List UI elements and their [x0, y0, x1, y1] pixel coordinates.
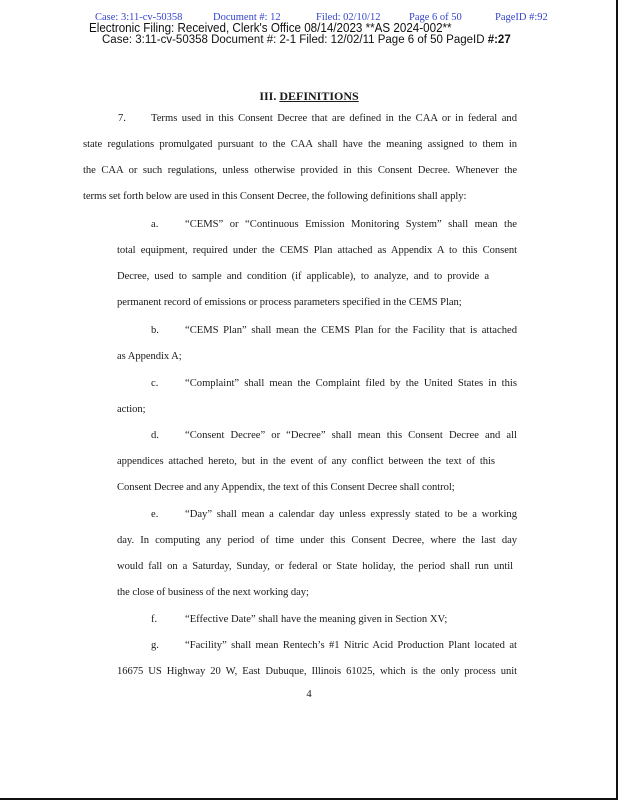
paragraph-line: terms set forth below are used in this Consent Decree, the following definitions shall apply:: [83, 191, 467, 202]
paragraph-number: 7.: [118, 113, 126, 124]
stamp-case: Case: 3:11-cv-50358: [95, 12, 183, 23]
definition-line: would fall on a Saturday, Sunday, or federal or State holiday, the period shall run until: [117, 561, 513, 572]
definition-first-line: “Consent Decree” or “Decree” shall mean this Consent Decree and all: [185, 430, 517, 441]
definition-first-line: “CEMS Plan” shall mean the CEMS Plan for the Facility that is attached: [185, 325, 517, 336]
definition-first-line: “Day” shall mean a calendar day unless expressly stated to be a working: [185, 509, 517, 520]
definition-line: as Appendix A;: [117, 351, 182, 362]
section-title: DEFINITIONS: [279, 89, 359, 103]
definition-first-line: “Complaint” shall mean the Complaint filed by the United States in this: [185, 378, 517, 389]
definition-first-line: “CEMS” or “Continuous Emission Monitoring System” shall mean the: [185, 219, 517, 230]
definition-line: 16675 US Highway 20 W, East Dubuque, Illinois 61025, which is the only process unit: [117, 666, 517, 677]
case-header-text: Case: 3:11-cv-50358 Document #: 2-1 Filed: 12/02/11 Page 6 of 50 PageID: [102, 34, 488, 46]
definition-letter: d.: [151, 430, 159, 441]
stamp-filed: Filed: 02/10/12: [316, 12, 381, 23]
page-number: 4: [306, 689, 312, 700]
definition-letter: a.: [151, 219, 159, 230]
stamp-document: Document #: 12: [213, 12, 281, 23]
stamp-pageid: PageID #:92: [495, 12, 548, 23]
definition-line: Consent Decree and any Appendix, the text of this Consent Decree shall control;: [117, 482, 455, 493]
definition-line: Decree, used to sample and condition (if applicable), to analyze, and to provide a: [117, 271, 489, 282]
stamp-page: Page 6 of 50: [409, 12, 462, 23]
case-header-line: [102, 34, 511, 46]
definition-letter: g.: [151, 640, 159, 651]
paragraph-line: the CAA or such regulations, unless otherwise provided in this Consent Decree. Whenever the: [83, 165, 517, 176]
electronic-filing-stamp: Electronic Filing: Received, Clerk's Office 08/14/2023 **AS 2024-002**: [89, 21, 452, 35]
definition-line: day. In computing any period of time under this Consent Decree, where the last day: [117, 535, 517, 546]
definition-letter: f.: [151, 614, 158, 625]
definition-first-line: “Effective Date” shall have the meaning given in Section XV;: [185, 614, 448, 625]
definition-line: appendices attached hereto, but in the event of any conflict between the text of this: [117, 456, 495, 467]
paragraph-line: state regulations promulgated pursuant to the CAA shall have the meaning assigned to them in: [83, 139, 517, 150]
definition-letter: e.: [151, 509, 159, 520]
definition-line: action;: [117, 404, 146, 415]
definition-line: permanent record of emissions or process parameters specified in the CEMS Plan;: [117, 297, 462, 308]
paragraph-line: Terms used in this Consent Decree that are defined in the CAA or in federal and: [151, 113, 517, 124]
section-heading: [0, 89, 618, 104]
definition-letter: c.: [151, 378, 159, 389]
case-header-pageid: #:27: [487, 34, 511, 46]
definition-first-line: “Facility” shall mean Rentech’s #1 Nitric Acid Production Plant located at: [185, 640, 517, 651]
definition-line: the close of business of the next working day;: [117, 587, 309, 598]
section-number: III.: [259, 89, 277, 103]
definition-line: total equipment, required under the CEMS Plan attached as Appendix A to this Consent: [117, 245, 517, 256]
definition-letter: b.: [151, 325, 159, 336]
